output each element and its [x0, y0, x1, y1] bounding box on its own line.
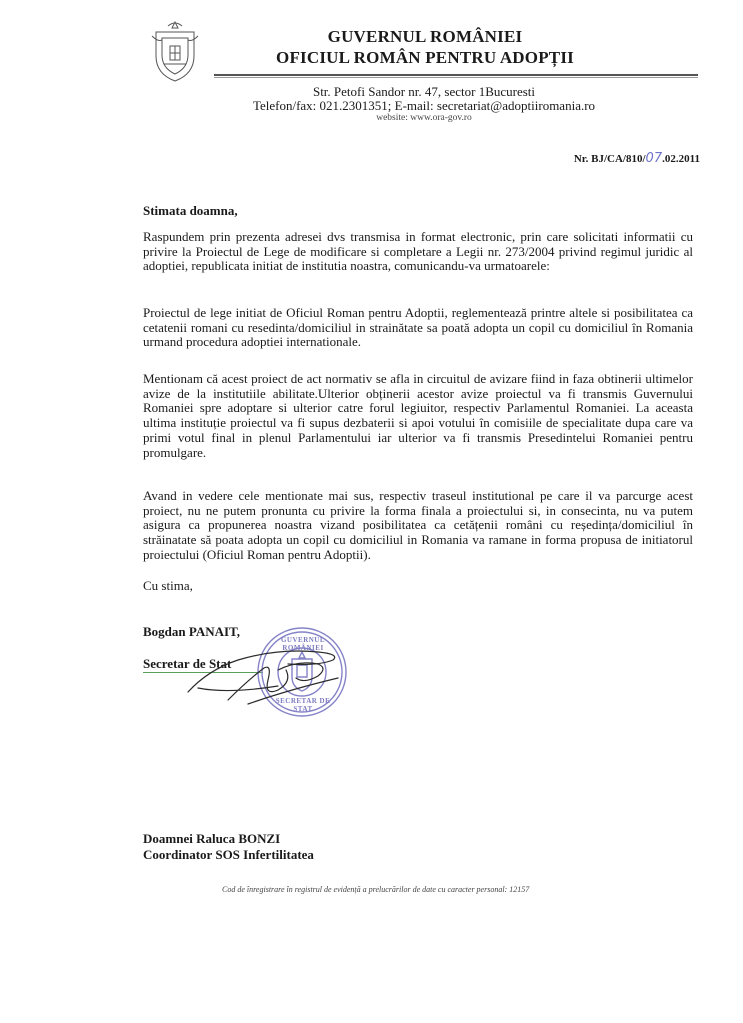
recipient-title: Coordinator SOS Infertilitatea — [143, 847, 314, 862]
handwritten-signature-icon — [168, 630, 368, 715]
recipient-name: Doamnei Raluca BONZI — [143, 831, 281, 846]
reference-handwritten-day: 07 — [645, 151, 663, 166]
paragraph: Raspundem prin prezenta adresei dvs transmisa in format electronic, prin care solicitati informatii cu privire la Proiectul de Lege de modificare si completare a Legii nr. 273/2004 privind regimul juridic al adoptiei, republicata initiat de institutia noastra, comunicandu-va urmatoarele: — [143, 229, 693, 274]
coat-of-arms-icon — [148, 18, 202, 84]
reference-suffix: .02.2011 — [662, 153, 700, 165]
closing: Cu stima, — [143, 578, 193, 593]
paragraph: Mentionam că acest proiect de act normativ se afla in circuitul de avizare fiind in faza obtinerii ultimelor avize de la institutiile abilitate.Ulterior obținerii acestor avize proiectul va fi transmis Guvernului Romaniei spre adoptare si ulterior catre forul legiuitor, respectiv Parlamentul Romaniei. La aceasta ultima instituție proiectul va fi supus dezbaterii si apoi votului în comisiile de specialitate dupa care va primi votul final in plenul Parlamentului iar ulterior va fi transmis Presedintelui Romaniei pentru promulgare. — [143, 371, 693, 460]
signatory-title: Secretar de Stat — [143, 656, 232, 671]
government-name: GUVERNUL ROMÂNIEI — [327, 27, 523, 46]
reference-prefix: Nr. BJ/CA/810/ — [573, 153, 646, 165]
office-name: OFICIUL ROMÂN PENTRU ADOPȚII — [276, 48, 574, 67]
office-contact: Telefon/fax: 021.2301351; E-mail: secretariat@adoptiiromania.ro — [252, 98, 596, 113]
office-address: Str. Petofi Sandor nr. 47, sector 1Bucuresti — [312, 84, 536, 99]
salutation: Stimata doamna, — [143, 203, 238, 218]
header-rule-thin — [214, 77, 698, 78]
stamp-top-text: GUVERNUL ROMÂNIEI — [280, 636, 326, 652]
office-website: website: www.ora-gov.ro — [376, 113, 472, 123]
government-title — [260, 26, 590, 68]
header-rule — [214, 74, 698, 76]
paragraph: Proiectul de lege initiat de Oficiul Roman pentru Adoptii, reglementează printre altele si posibilitatea ca cetatenii romani cu resedinta/domiciliul in strainătate sa poată adopta un copil cu domiciliul în Romania urmand procedura adoptiei internationale. — [143, 305, 693, 350]
reference-number — [540, 151, 700, 166]
data-registration-footnote: Cod de înregistrare în registrul de evidență a prelucrărilor de date cu caracter personal: 12157 — [222, 885, 530, 894]
paragraph: Avand in vedere cele mentionate mai sus, respectiv traseul institutional pe care il va parcurge acest proiect, nu ne putem pronunta cu privire la forma finala a proiectului si, in consecinta, nu va putem asigura ca propunerea noastra vizand posibilitatea ca cetățenii români cu reședința/domiciliul în străinatate să poata adopta un copil cu domiciliul in Romania va ramane in forma propusa de initiatorul proiectului (Oficiul Roman pentru Adoptii). — [143, 488, 693, 562]
stamp-bottom-text: SECRETAR DE STAT — [275, 697, 331, 713]
signatory-name: Bogdan PANAIT, — [143, 624, 241, 639]
